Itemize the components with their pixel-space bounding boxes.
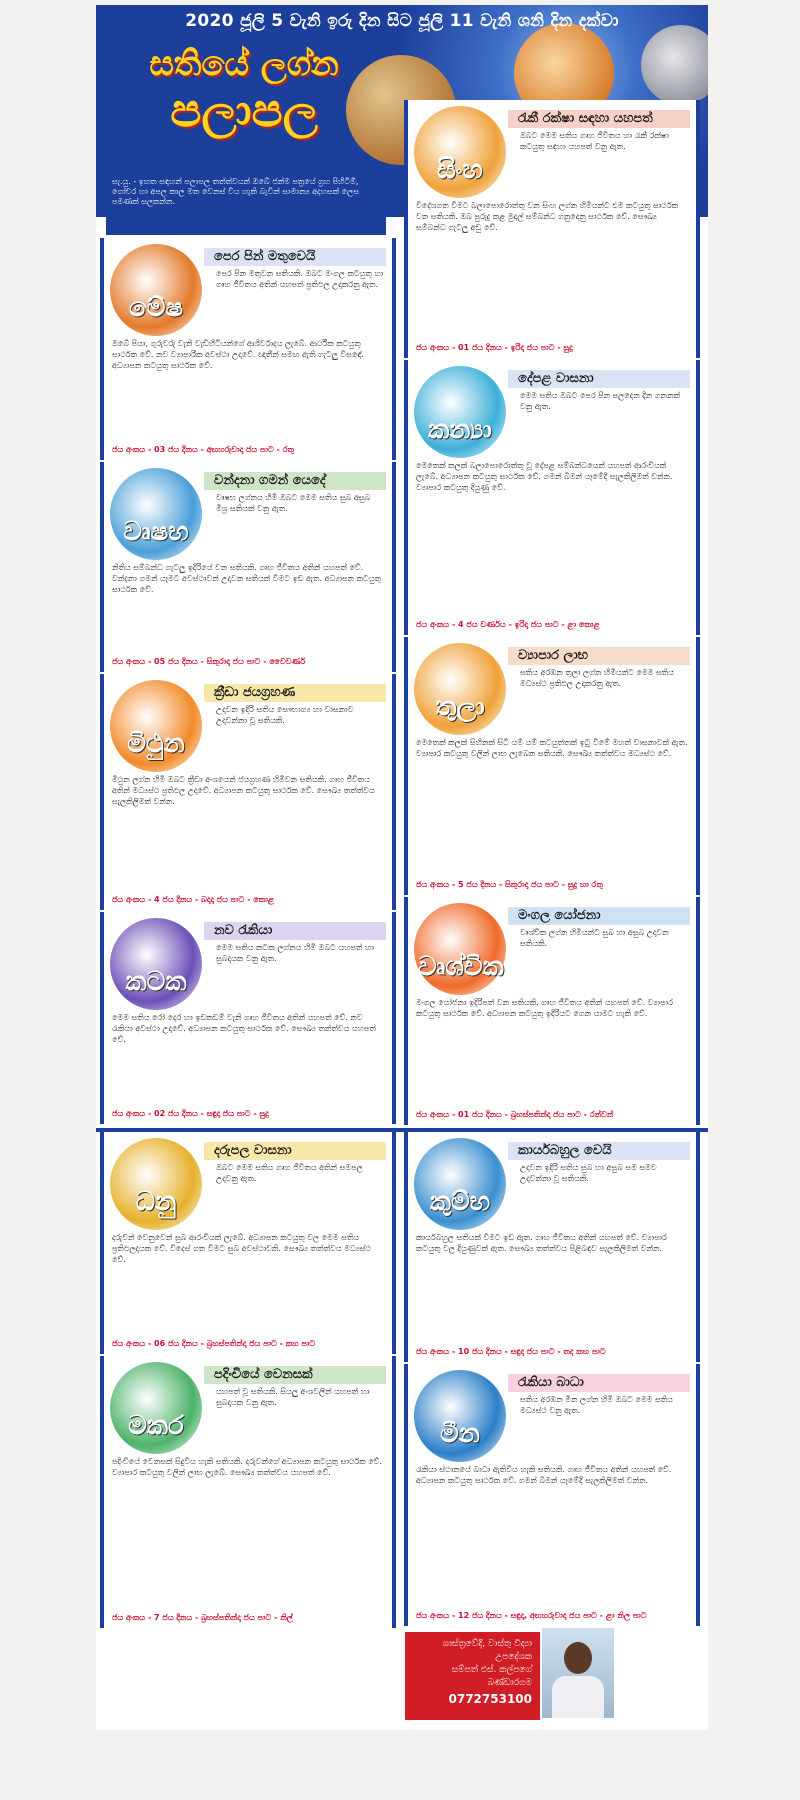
lucky-info: ජය අංකය - 03 ජය දිනය - අඟහරුවාදා ජය පාට - රතු — [112, 445, 294, 454]
page-title-line-1: සතියේ ලග්න — [149, 44, 339, 84]
sign-card — [404, 1132, 700, 1362]
forecast-lead: උදාවන ඉදිරි සතිය සෞභාග්‍ය හා වාසනාව උදාවන්නා වූ සතියකි. — [216, 705, 354, 725]
forecast-text: ඔබේ පියා, ගුරුවරු වැනි වැඩිහිටියන්ගේ ආශිර්වාදය ලැබේ. ආර්ථික කටයුතු සාර්ථක වේ. නව ව්‍යාපාරික අවස්ථා උදාවේ. ඥාතීන් සමඟ ඇති ගැටලු විසඳේ. අධ්‍යාපන කටයුතු සාර්ථක වේ. — [112, 339, 364, 370]
sign-name: කන්‍යා — [428, 415, 492, 445]
sign-headline: දරුපල වාසනා — [204, 1142, 386, 1160]
forecast-text: මිථුන ලග්න හිමි ඔබට ක්‍රීඩා අංශයෙන් ජයග්‍රහණ හිමිවන සතියකි. ගෘහ ජීවිතය අතින් මධ්‍යස්ථ ප්‍රතිඵල උදාවේ. අධ්‍යාපන කටයුතු සාර්ථක වේ. සෞඛ්‍ය තත්ත්වය සැලකිලිමත් වන්න. — [112, 775, 375, 806]
forecast-text: මෙම සතිය රෝ දෙර හා ඉඩකඩම් වැනි ගෘහ ජීවිතය අතින් යහපත් වේ. නව රැකියා අවස්ථා උදාවේ. අධ්‍යාපන කටයුතු සාර්ථක වේ. සෞඛ්‍ය තත්ත්වය යහපත් වේ. — [112, 1013, 376, 1044]
sign-name: ධනු — [135, 1187, 177, 1217]
sign-forecast — [416, 667, 688, 759]
sign-card — [100, 674, 396, 910]
sign-headline: පෙර පින් මතුවෙයි — [204, 248, 386, 266]
photo-head — [564, 1642, 592, 1674]
astrologer-role: ශාස්ත්‍රවේදී, වාස්තු විද්‍යා උපදේශක — [442, 1639, 532, 1662]
forecast-lead: මෙම සතිය ඔබට පෙර පින පලදෙන දින ගනනක් වනු ඇත. — [520, 391, 681, 411]
sign-name: කටක — [125, 967, 187, 997]
page-title-line-2: පලාපල — [170, 83, 318, 137]
forecast-lead: උදාවන ඉදිරි සතිය සුබ හා අසුබ සම සමව උදාවන්නා වූ සතියකි. — [520, 1163, 657, 1183]
astrologer-phone: 0772753100 — [448, 1692, 532, 1706]
sign-name: මකර — [128, 1411, 184, 1441]
sign-headline: වන්දනා ගමන් යෙදේ — [204, 472, 386, 490]
sign-forecast — [112, 268, 384, 371]
sign-forecast — [416, 1162, 688, 1254]
sign-name: මේෂ — [128, 293, 183, 323]
sign-name: තුලා — [435, 692, 485, 722]
lucky-info: ජය අංකය - 10 ජය දිනය - සඳුදා ජය පාට - තද කහ පාට — [416, 1347, 606, 1356]
page-title — [114, 44, 374, 137]
sign-headline: රැකී රක්ෂා සඳහා යහපත් — [508, 110, 690, 128]
sign-card — [404, 897, 700, 1125]
forecast-lead: සතිය අරඹන තුලා ලග්න හිමියන්ට මෙම සතිය මධ්‍යස්ථ ප්‍රතිඵල උදාකරනු ඇත. — [520, 668, 674, 688]
forecast-lead: ඔබට මෙම සතිය ගෘහ ජීවිතය හා රැකී රක්ෂා කටයුතු සඳහා යහපත් වනු ඇත. — [520, 131, 669, 151]
lucky-info: ජය අංකය - 05 ජය දිනය - සිකුරාදා ජය පාට - වෛවර්ණ — [112, 657, 306, 666]
forecast-text: කාර්යබහුල සතියක් වීමට ඉඩ ඇත. ගෘහ ජීවිතය අතින් යහපත් වේ. ව්‍යාපාර කටයුතු වල දියුණුවක් ඇත. සෞඛ්‍ය තත්ත්වය පිළිබඳව සැලකිලිමත් වන්න. — [416, 1233, 667, 1253]
lucky-info: ජය අංකය - 5 ජය දිනය - සිකුරාදා ජය පාට - සුදු හා රතු — [416, 880, 603, 889]
sign-name: වෘශ්චික — [418, 952, 504, 982]
sign-card — [404, 1364, 700, 1626]
sign-name: වෘෂභ — [123, 517, 189, 547]
forecast-lead: පෙර පින මතුවන සතියකි. ඔබට මංගල කටයුතු හා ගෘහ ජීවිතය අතින් යහපත් ප්‍රතිඵල උදාකරනු ඇත. — [216, 269, 384, 289]
forecast-lead: වෘශ්චික ලග්න හිමියන්ට සුබ හා අසුබ උදාවන සතියකි. — [520, 928, 669, 948]
lucky-info: ජය අංකය - 7 ජය දිනය - බ්‍රහස්පතින්දා ජය පාට - නිල් — [112, 1613, 293, 1622]
forecast-text: රැකියා ස්ථානයේ බාධා ඇතිවිය හැකි සතියකි. ගෘහ ජීවිතය අතින් යහපත් වේ. අධ්‍යාපන කටයුතු සාර්ථක වේ. ගමන් බිමන් යෑමේදී සැලකිලිමත් වන්න. — [416, 1465, 672, 1485]
lucky-info: ජය අංකය - 4 ජය දිනය - බදාදා ජය පාට - කොළ — [112, 895, 274, 904]
sign-forecast — [416, 1394, 688, 1486]
sign-card — [100, 462, 396, 672]
astrologer-photo — [542, 1628, 614, 1718]
sign-headline: ව්‍යාපාර ලාභ — [508, 647, 690, 665]
forecast-lead: වෘෂභ ලග්නය හිමි ඔබට මෙම සතිය සුබ අසුබ මිශ්‍ර සතියක් වනු ඇත. — [216, 493, 371, 513]
sign-headline: නව රැකියා — [204, 922, 386, 940]
intro-note: සැ.යු. - ඉහත සඳහන් පලාපල තත්ත්වයන් ඔබේ ජන්ම පත්‍රයේ ග්‍රහ පිහිටීම්, ගෝචර හා අපල කාල මත වෙනස් විය හැකි බැවින් සාමාන්‍ය අදහසක් ලෙස පමණක් සලකන්න. — [106, 173, 386, 235]
sign-name: සිංහ — [437, 155, 483, 185]
astrologer-place: බණ්ඩාරගම — [487, 1678, 532, 1688]
sign-card — [100, 1356, 396, 1628]
sign-forecast — [112, 1386, 384, 1478]
forecast-lead: ඔබට මෙම සතිය ගෘහ ජීවිතය අතින් සමපල උදාවනු ඇත. — [216, 1163, 363, 1183]
sign-headline: රැකියා බාධා — [508, 1374, 690, 1392]
lucky-info: ජය අංකය - 12 ජය දිනය - සඳුදා, අඟහරුවාදා ජය පාට - ළා නිල පාට — [416, 1611, 647, 1620]
lucky-info: ජය අංකය - 02 ජය දිනය - සඳුදා ජය පාට - සුදු — [112, 1109, 269, 1118]
forecast-text: නිතිය සම්බන්ධ ගැටලු ඉදිරියේ වන සතියකි. ගෘහ ජීවිතය අතින් යහපත් වේ. වන්දනා ගමන් යෑමට අවස්ථාවන් උදාවන සතියක් වීමට ඉඩ ඇත. අධ්‍යාපන කටයුතු සාර්ථක වේ. — [112, 563, 381, 594]
sign-card — [100, 912, 396, 1124]
forecast-lead: යහපත් වූ සතියකි. සියලු අංශවලින් යහපත් හා සුබදායක වනු ඇත. — [216, 1387, 370, 1407]
sign-forecast — [112, 704, 384, 807]
lucky-info: ජය අංකය - 06 ජය දිනය - බ්‍රහස්පතින්දා ජය පාට - කහ පාට — [112, 1339, 316, 1348]
photo-torso — [552, 1676, 604, 1718]
forecast-text: දරුවන් වෙනුවෙන් සුබ ආරංචියක් ලැබේ. අධ්‍යාපන කටයුතු වල මෙම සතිය ප්‍රතිඵලදායක වේ. විදෙස් ගත වීමට සුබ අවස්ථාවකි. සෞඛ්‍ය තත්ත්වය මධ්‍යස්ථ වේ. — [112, 1233, 371, 1264]
sign-forecast — [416, 927, 688, 1019]
forecast-text: මෙතෙක් කලක් බලාපොරොත්තු වූ දේපළ සම්බන්ධයෙන් යහපත් ආරංචියක් ලැබේ. අධ්‍යාපන කටයුතු සාර්ථක වේ. ගමන් බිමන් යෑමේදී සැලකිලිමත් වන්න. ව්‍යාපාර කටයුතු දියුණු වේ. — [416, 461, 673, 492]
forecast-lead: සතිය අරඹන මීන ලග්න හිමි ඔබට මෙම සතිය මධ්‍යස්ථ වනු ඇත. — [520, 1395, 673, 1415]
sign-card — [100, 1132, 396, 1354]
forecast-text: මෙතෙක් කලක් සිහිනක් සිටි යම් යම් කටයුත්තක් ඉටු වීමේ මහත් වාසනාවක් ඇත. ව්‍යාපාර කටයුතු වලින් ලාභ ලැබෙන සතියකි. සෞඛ්‍ය තත්ත්වය මධ්‍යස්ථ වේ. — [416, 738, 688, 758]
sign-headline: කාර්යබහුල වෙයි — [508, 1142, 690, 1160]
sign-forecast — [112, 942, 384, 1045]
sign-name: මිථුන — [127, 729, 185, 759]
section-divider — [96, 1128, 708, 1132]
sign-forecast — [112, 492, 384, 595]
lucky-info: ජය අංකය - 4 ජය වර්ණය - ඉරිදා ජය පාට - ළා කොළ — [416, 620, 600, 629]
sign-forecast — [112, 1162, 384, 1265]
sign-headline: ක්‍රීඩා ජයග්‍රහණ — [204, 684, 386, 702]
sign-headline: මංගල යෝජනා — [508, 907, 690, 925]
date-range: 2020 ජූලි 5 වැනි ඉරු දින සිට ජූලි 11 වැනි ශනි දින දක්වා — [185, 11, 619, 31]
forecast-text: මංගල යෝජනා ඉදිරිපත් වන සතියකි. ගෘහ ජීවිතය අතින් යහපත් වේ. ව්‍යාපාර කටයුතු සාර්ථක වේ. අධ්‍යාපන කටයුතු ඉදිරියට ගෙන යාමට හැකි වේ. — [416, 998, 673, 1018]
lucky-info: ජය අංකය - 01 ජය දිනය - බ්‍රහස්පතින්දා ජය පාට - රන්වන් — [416, 1110, 614, 1119]
sign-card — [404, 100, 700, 358]
forecast-lead: මෙම සතිය කටක ලග්නය හිමි ඔබට යහපත් හා සුබදායක වනු ඇත. — [216, 943, 374, 963]
sign-name: කුම්භ — [429, 1187, 491, 1217]
sign-card — [404, 360, 700, 635]
sign-headline: දේපළ වාසනා — [508, 370, 690, 388]
forecast-text: පදිංචියේ වෙනසක් සිදුවිය හැකි සතියකි. දරුවන්ගේ අධ්‍යාපන කටයුතු සාර්ථක වේ. ව්‍යාපාර කටයුතු වලින් ලාභ ලැබේ. සෞඛ්‍ය තත්ත්වය යහපත් වේ. — [112, 1457, 383, 1477]
astrologer-name: සම්පත් එස්. කල්පගේ — [451, 1665, 532, 1675]
sign-name: මීන — [440, 1419, 480, 1449]
sign-headline: පදිංචියේ වෙනසක් — [204, 1366, 386, 1384]
astrologer-info — [405, 1632, 540, 1720]
sign-card — [404, 637, 700, 895]
forecast-text: විදේශගත වීමට බලාපොරොත්තු වන සිංහ ලග්න හිමියන්ට එම කටයුතු සාර්ථක වන සතියකි. ඔබ පුරුදු කළ මුදල් සම්බන්ධ ගනුදෙනු සාර්ථක වේ. සෞඛ්‍ය සම්බන්ධ ගැටලු අඩු වේ. — [416, 201, 679, 232]
sign-card — [100, 238, 396, 460]
sign-forecast — [416, 390, 688, 493]
lucky-info: ජය අංකය - 01 ජය දිනය - ඉරිදා ජය පාට - සුදු — [416, 343, 573, 352]
sign-forecast — [416, 130, 688, 233]
